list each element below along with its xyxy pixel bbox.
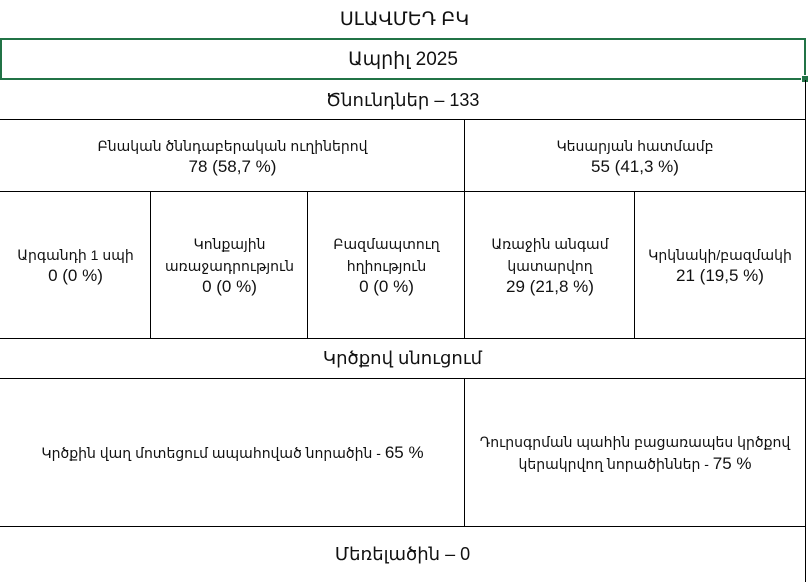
grid-line	[0, 119, 806, 120]
grid-line	[0, 338, 806, 339]
breakdown-value: 29 (21,8 %)	[506, 277, 594, 296]
breakdown-label: Կրկնակի/բազմակի	[648, 247, 792, 263]
cesarean-cell	[465, 120, 805, 191]
grid-line	[634, 191, 635, 338]
stillbirths: Մեռելածին – 0	[334, 544, 471, 564]
grid-line	[150, 191, 151, 338]
exclusive-feeding-value: 75 %	[712, 453, 752, 473]
breastfeeding-title: Կրծքով սնուցում	[322, 348, 483, 368]
natural-delivery-value: 78 (58,7 %)	[188, 156, 277, 176]
grid-line	[464, 378, 465, 526]
cesarean-label: Կեսարյան հատմամբ	[556, 137, 714, 154]
breakdown-cell	[465, 192, 635, 338]
breakdown-label: Առաջին անգամ	[491, 236, 609, 252]
breakdown-label: Կոնքային	[193, 236, 266, 252]
org-name: ՍԼԱՎՄԵԴ ԲԿ	[339, 8, 470, 30]
breakdown-cell	[0, 192, 151, 338]
period-row[interactable]	[0, 38, 806, 80]
natural-delivery-cell	[0, 120, 465, 191]
cesarean-value: 55 (41,3 %)	[591, 156, 679, 176]
breakdown-value: 21 (19,5 %)	[676, 266, 764, 285]
breakdown-value: 0 (0 %)	[359, 277, 414, 296]
exclusive-feeding-label-2: կերակրվող նորածիններ -	[518, 455, 713, 472]
breakdown-label: կատարվող	[507, 258, 593, 274]
grid-line	[0, 191, 806, 192]
grid-line	[464, 119, 465, 338]
breakdown-cell	[308, 192, 465, 338]
early-contact-value: 65 %	[384, 442, 424, 462]
breakdown-cell	[151, 192, 308, 338]
grid-line	[0, 526, 806, 527]
early-contact-cell	[0, 379, 465, 526]
births-total: Ծնունդներ – 133	[325, 89, 480, 110]
breakdown-cell	[635, 192, 805, 338]
period-label: Ապրիլ 2025	[348, 48, 458, 70]
breakdown-label: Բազմապտուղ	[333, 236, 440, 252]
grid-line	[307, 191, 308, 338]
breakdown-value: 0 (0 %)	[202, 277, 257, 296]
exclusive-feeding-label: Դուրսգրման պահին բացառապես կրծքով	[479, 433, 791, 450]
breakdown-label: Արգանդի 1 սպի	[17, 247, 134, 263]
breakdown-label: հղիություն	[346, 258, 427, 274]
natural-delivery-label: Բնական ծննդաբերական ուղիներով	[97, 137, 368, 154]
grid-line	[805, 80, 806, 582]
exclusive-feeding-cell	[465, 379, 805, 526]
breakdown-value: 0 (0 %)	[48, 266, 103, 285]
early-contact-label: Կրծքին վաղ մոտեցում ապահոված նորածին -	[41, 444, 385, 461]
org-row	[0, 0, 809, 38]
grid-line	[0, 378, 806, 379]
breakdown-label: առաջադրություն	[165, 258, 294, 274]
